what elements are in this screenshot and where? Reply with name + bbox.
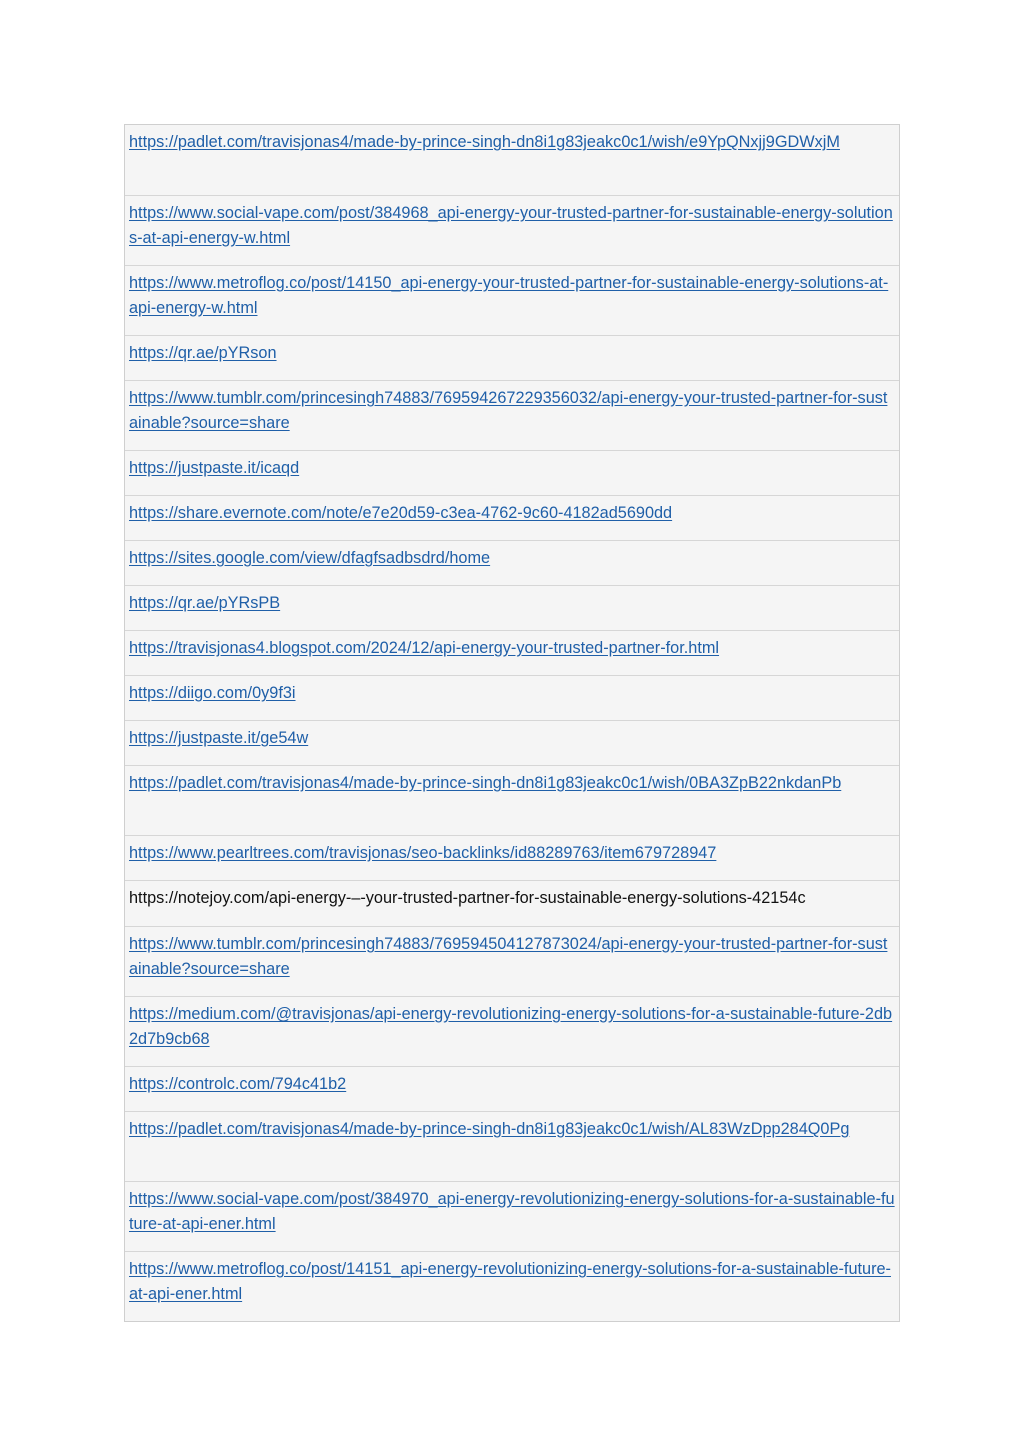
table-row <box>125 540 899 585</box>
link-qr-1[interactable]: https://qr.ae/pYRson <box>129 344 277 362</box>
table-row <box>125 1066 899 1111</box>
link-tumblr-2[interactable]: https://www.tumblr.com/princesingh74883/769594504127873024/api-energy-your-trusted-partner-for-sustainable?source=share <box>129 935 888 978</box>
link-padlet-2[interactable]: https://padlet.com/travisjonas4/made-by-prince-singh-dn8i1g83jeakc0c1/wish/0BA3ZpB22nkdanPb <box>129 774 842 792</box>
table-row <box>125 765 899 835</box>
table-row <box>125 926 899 996</box>
table-row <box>125 630 899 675</box>
link-padlet-1[interactable]: https://padlet.com/travisjonas4/made-by-prince-singh-dn8i1g83jeakc0c1/wish/e9YpQNxjj9GDWxjM <box>129 133 840 151</box>
table-row <box>125 495 899 540</box>
link-padlet-3[interactable]: https://padlet.com/travisjonas4/made-by-prince-singh-dn8i1g83jeakc0c1/wish/AL83WzDpp284Q0Pg <box>129 1120 850 1138</box>
table-row <box>125 835 899 880</box>
table-row <box>125 585 899 630</box>
table-row <box>125 1181 899 1251</box>
table-row <box>125 1111 899 1181</box>
table-row <box>125 996 899 1066</box>
table-row <box>125 675 899 720</box>
table-row <box>125 380 899 450</box>
link-medium[interactable]: https://medium.com/@travisjonas/api-energy-revolutionizing-energy-solutions-for-a-sustainable-future-2db2d7b9cb68 <box>129 1005 893 1048</box>
table-row <box>125 450 899 495</box>
table-row <box>125 1251 899 1321</box>
link-metroflog-2[interactable]: https://www.metroflog.co/post/14151_api-energy-revolutionizing-energy-solutions-for-a-sustainable-future-at-api-ener.html <box>129 1260 891 1303</box>
link-social-vape-1[interactable]: https://www.social-vape.com/post/384968_api-energy-your-trusted-partner-for-sustainable-energy-solutions-at-api-energy-w.html <box>129 204 893 247</box>
table-row <box>125 880 899 926</box>
link-metroflog-1[interactable]: https://www.metroflog.co/post/14150_api-energy-your-trusted-partner-for-sustainable-energy-solutions-at-api-energy-w.html <box>129 274 889 317</box>
link-controlc[interactable]: https://controlc.com/794c41b2 <box>129 1075 347 1093</box>
notejoy-url-text: https://notejoy.com/api-energy-–-your-trusted-partner-for-sustainable-energy-solutions-42154c <box>129 889 806 907</box>
link-tumblr-1[interactable]: https://www.tumblr.com/princesingh74883/769594267229356032/api-energy-your-trusted-partner-for-sustainable?source=share <box>129 389 888 432</box>
link-diigo[interactable]: https://diigo.com/0y9f3i <box>129 684 296 702</box>
link-table <box>124 124 900 1322</box>
link-qr-2[interactable]: https://qr.ae/pYRsPB <box>129 594 281 612</box>
table-row <box>125 265 899 335</box>
link-justpaste-1[interactable]: https://justpaste.it/icaqd <box>129 459 300 477</box>
table-row <box>125 720 899 765</box>
link-evernote[interactable]: https://share.evernote.com/note/e7e20d59-c3ea-4762-9c60-4182ad5690dd <box>129 504 673 522</box>
table-row <box>125 195 899 265</box>
link-google-sites[interactable]: https://sites.google.com/view/dfagfsadbsdrd/home <box>129 549 491 567</box>
link-pearltrees[interactable]: https://www.pearltrees.com/travisjonas/seo-backlinks/id88289763/item679728947 <box>129 844 717 862</box>
link-justpaste-2[interactable]: https://justpaste.it/ge54w <box>129 729 309 747</box>
table-row <box>125 335 899 380</box>
link-social-vape-2[interactable]: https://www.social-vape.com/post/384970_api-energy-revolutionizing-energy-solutions-for-a-sustainable-future-at-api-ener.html <box>129 1190 895 1233</box>
table-row <box>125 125 899 195</box>
link-blogspot[interactable]: https://travisjonas4.blogspot.com/2024/12/api-energy-your-trusted-partner-for.html <box>129 639 720 657</box>
